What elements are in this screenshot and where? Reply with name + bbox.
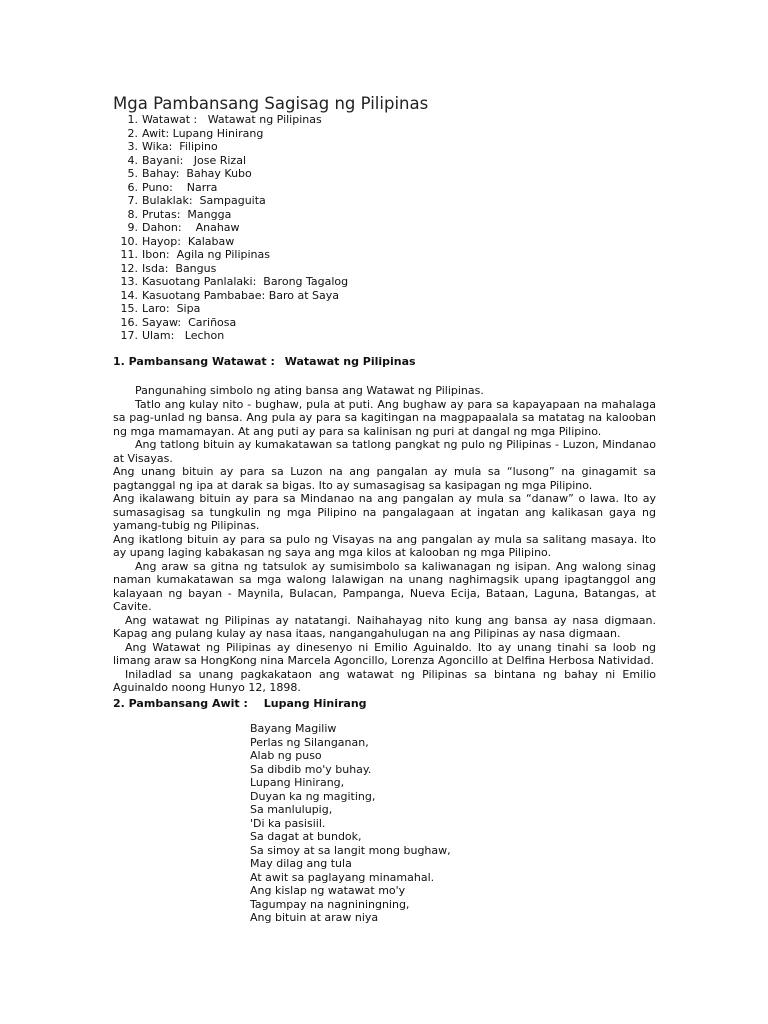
list-item xyxy=(113,262,413,276)
list-item-text: Awit: Lupang Hinirang xyxy=(142,126,264,140)
list-item-text: Kasuotang Panlalaki: Barong Tagalog xyxy=(142,275,349,288)
section-heading-value: Lupang Hinirang xyxy=(263,697,367,710)
lyric-line: Ang bituin at araw niya xyxy=(250,911,379,924)
section-heading-flag xyxy=(113,355,416,369)
list-item-text: Watawat : Watawat ng Pilipinas xyxy=(142,113,322,126)
lyric-line: Ang kislap ng watawat mo'y xyxy=(250,884,406,897)
lyric-line: Tagumpay na nagniningning, xyxy=(250,897,410,911)
list-item-number: 3. xyxy=(127,140,138,153)
list-item xyxy=(113,235,413,249)
list-item-text: Puno: Narra xyxy=(142,180,218,194)
list-item-number: 15. xyxy=(120,302,138,315)
list-item-number: 9. xyxy=(127,221,138,234)
section-heading-value: Watawat ng Pilipinas xyxy=(284,355,416,368)
section-body-flag xyxy=(113,384,656,695)
list-item-text: Ibon: Agila ng Pilipinas xyxy=(142,248,270,261)
list-item-number: 6. xyxy=(127,180,138,194)
paragraph: Ang ikatlong bituin ay para sa pulo ng Visayas na ang pangalan ay mula sa salitang masaya. Ito ay upang laging kabakasan ng saya ang mga kilos at kalooban ng mga Pilipino. xyxy=(113,532,656,559)
lyric-line: 'Di ka pasisiil. xyxy=(250,816,326,830)
paragraph: Ang araw sa gitna ng tatsulok ay sumisimbolo sa kaliwanagan ng isipan. Ang walong sinag naman kumakatawan sa mga walong lalawigan na unang naghimagsik upang ipagtanggol ang kalayaan ng bayan - Maynila, Bulacan, Pampanga, Nueva Ecija, Bataan, Laguna, Batangas, at Cavite. xyxy=(113,559,656,613)
list-item-number: 8. xyxy=(127,207,138,221)
lyric-line: Sa dibdib mo'y buhay. xyxy=(250,762,372,776)
symbols-list xyxy=(113,113,413,343)
lyric-line: Sa simoy at sa langit mong bughaw, xyxy=(250,843,451,857)
list-item xyxy=(113,194,413,208)
list-item-text: Laro: Sipa xyxy=(142,302,201,315)
list-item-number: 14. xyxy=(120,288,138,302)
list-item-text: Isda: Bangus xyxy=(142,261,217,275)
list-item xyxy=(113,316,413,330)
list-item-text: Ulam: Lechon xyxy=(142,329,225,342)
lyric-line: May dilag ang tula xyxy=(250,857,352,870)
lyric-line: Duyan ka ng magiting, xyxy=(250,789,376,803)
list-item xyxy=(113,329,413,343)
list-item-number: 1. xyxy=(127,113,138,126)
list-item xyxy=(113,167,413,181)
list-item-number: 7. xyxy=(127,194,138,207)
list-item xyxy=(113,154,413,168)
list-item-number: 17. xyxy=(120,329,138,342)
lyric-line: Alab ng puso xyxy=(250,749,322,762)
list-item xyxy=(113,275,413,289)
list-item xyxy=(113,140,413,154)
list-item xyxy=(113,289,413,303)
list-item-number: 4. xyxy=(127,153,138,167)
list-item-number: 13. xyxy=(120,275,138,288)
paragraph: Ang unang bituin ay para sa Luzon na ang pangalan ay mula sa “lusong” na ginagamit sa pagtanggal ng ipa at darak sa bigas. Ito ay sumasagisag sa kasipagan ng mga Pilipino. xyxy=(113,465,656,492)
section-heading-anthem xyxy=(113,697,367,711)
paragraph: Pangunahing simbolo ng ating bansa ang Watawat ng Pilipinas. xyxy=(135,384,484,397)
list-item-number: 11. xyxy=(120,248,138,261)
list-item-number: 5. xyxy=(127,167,138,180)
paragraph: Iniladlad sa unang pagkakataon ang watawat ng Pilipinas sa bintana ng bahay ni Emilio Aguinaldo noong Hunyo 12, 1898. xyxy=(113,667,656,694)
paragraph: Ang watawat ng Pilipinas ay natatangi. Naihahayag nito kung ang bansa ay nasa digmaan. Kapag ang pulang kulay ay nasa itaas, nangangahulugan na ang Pilipinas ay nasa digmaan. xyxy=(113,613,656,640)
list-item-number: 2. xyxy=(127,126,138,140)
list-item-text: Kasuotang Pambabae: Baro at Saya xyxy=(142,288,340,302)
paragraph: Tatlo ang kulay nito - bughaw, pula at puti. Ang bughaw ay para sa kapayapaan na mahalaga sa pag-unlad ng bansa. Ang pula ay para sa kagitingan na magpapaalala sa matatag na kalooban ng mga mamamayan. At ang puti ay para sa kalinisan ng puri at dangal ng mga Pilipino. xyxy=(113,397,656,438)
list-item xyxy=(113,302,413,316)
page-title: Mga Pambansang Sagisag ng Pilipinas xyxy=(113,94,429,113)
list-item-number: 16. xyxy=(120,315,138,329)
list-item-text: Bahay: Bahay Kubo xyxy=(142,167,252,180)
lyric-line: Perlas ng Silanganan, xyxy=(250,735,369,749)
list-item xyxy=(113,208,413,222)
list-item xyxy=(113,248,413,262)
list-item-text: Bulaklak: Sampaguita xyxy=(142,194,266,207)
list-item-text: Wika: Filipino xyxy=(142,140,218,153)
list-item xyxy=(113,221,413,235)
list-item-text: Dahon: Anahaw xyxy=(142,221,240,234)
list-item-number: 12. xyxy=(120,261,138,275)
list-item xyxy=(113,181,413,195)
paragraph: Ang Watawat ng Pilipinas ay dinesenyo ni Emilio Aguinaldo. Ito ay unang tinahi sa loob ng limang araw sa HongKong nina Marcela Agoncillo, Lorenza Agoncillo at Delfina Herbosa Natividad. xyxy=(113,640,656,667)
section-heading-label: 1. Pambansang Watawat : xyxy=(113,355,275,368)
lyric-line: Bayang Magiliw xyxy=(250,722,337,735)
list-item-text: Bayani: Jose Rizal xyxy=(142,153,247,167)
list-item xyxy=(113,113,413,127)
lyric-line: Lupang Hinirang, xyxy=(250,776,345,789)
anthem-lyrics xyxy=(250,722,451,925)
lyric-line: Sa dagat at bundok, xyxy=(250,830,362,843)
paragraph: Ang ikalawang bituin ay para sa Mindanao na ang pangalan ay mula sa “danaw” o lawa. Ito ay sumasagisag sa tungkulin ng mga Pilipino na pangalagaan at ingatan ang kalikasan gaya ng yamang-tubig ng Pilipinas. xyxy=(113,492,656,532)
lyric-line: Sa manlulupig, xyxy=(250,803,333,816)
list-item-text: Hayop: Kalabaw xyxy=(142,234,235,248)
list-item-text: Sayaw: Cariñosa xyxy=(142,315,237,329)
list-item-number: 10. xyxy=(120,234,138,248)
list-item-text: Prutas: Mangga xyxy=(142,207,232,221)
lyric-line: At awit sa paglayang minamahal. xyxy=(250,870,435,884)
section-heading-label: 2. Pambansang Awit : xyxy=(113,697,248,710)
list-item xyxy=(113,127,413,141)
paragraph: Ang tatlong bituin ay kumakatawan sa tatlong pangkat ng pulo ng Pilipinas - Luzon, Mindanao at Visayas. xyxy=(113,438,656,465)
